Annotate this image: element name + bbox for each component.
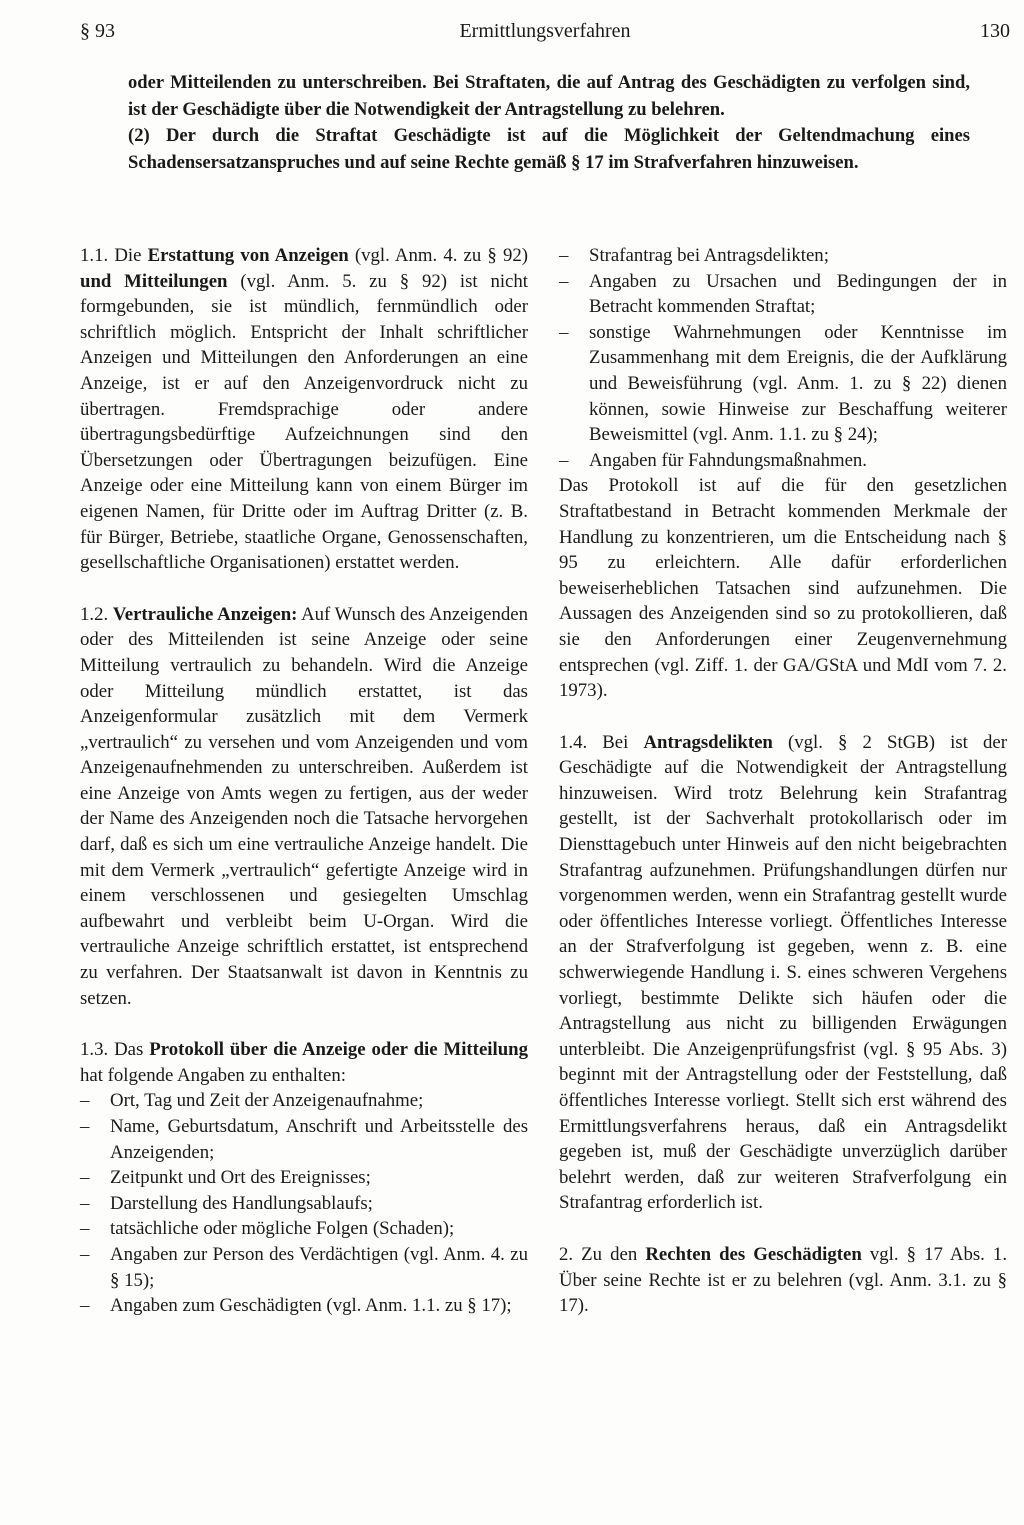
left-column <box>80 243 528 1319</box>
statute-text <box>128 70 970 176</box>
page-number: 130 <box>980 20 1010 42</box>
page-header <box>80 14 1010 48</box>
protocol-paragraph: Das Protokoll ist auf die für den gesetzlichen Straftatbestand in Betracht kommenden Merkmale der Handlung zu konzentrieren, um die Entscheidung nach § 95 zu erleichtern. Alle dafür erforderlichen beweiserheblichen Tatsachen sind aufzunehmen. Die Aussagen des Anzeigenden sind so zu protokollieren, daß sie den Anforderungen einer Zeugenvernehmung entsprechen (vgl. Ziff. 1. der GA/GStA und MdI vom 7. 2. 1973). <box>559 475 1007 702</box>
section-reference: § 93 <box>80 20 115 42</box>
running-title: Ermittlungsverfahren <box>459 20 631 42</box>
protocol-requirements-list-continued <box>559 243 1007 473</box>
list-item: – Angaben für Fahndungsmaßnahmen. <box>559 449 868 471</box>
note-keyword: Rechten des Geschädigten <box>645 1243 862 1265</box>
note-number: 2. <box>559 1243 574 1265</box>
note-1-4: 1.4. Bei Antragsdelikten (vgl. § 2 StGB) ist der Geschädigte auf die Notwendigkeit der Antragstellung hinzuweisen. Wird trotz Belehrung kein Strafantrag gestellt, ist der Sachverhalt protokollarisch oder im Diensttagebuch unter Hinweis auf den nicht beigebrachten Strafantrag aufzunehmen. Prüfungshandlungen dürfen nur vorgenommen werden, wenn ein Strafantrag gestellt wurde oder öffentliches Interesse vorliegt. Öffentliches Interesse an der Strafverfolgung ist gegeben, wenn z. B. eine schwerwiegende Handlung i. S. eines schweren Vergehens vorliegt, bestimmte Delikte sich häufen oder die Antragstellung aus nicht zu billigenden Erwägungen unterbleibt. Die Anzeigenprüfungsfrist (vgl. § 95 Abs. 3) beginnt mit der Antragstellung oder der Feststellung, daß öffentliches Interesse vorliegt. Stellt sich erst während des Ermittlungsverfahrens heraus, daß ein Antragsdelikt gegeben ist, muß der Geschädigte unverzüglich darüber belehrt werden, daß zur weiteren Strafverfolgung ein Strafantrag erforderlich ist. <box>559 731 1007 1214</box>
statute-paragraph-2: (2) Der durch die Straftat Geschädigte ist auf die Möglichkeit der Geltendmachung eines Schadensersatzanspruches und auf seine Rechte gemäß § 17 im Strafverfahren hinzuweisen. <box>128 125 970 173</box>
note-number: 1.2. <box>80 603 109 625</box>
note-keyword: Protokoll über die Anzeige oder die Mitteilung <box>149 1039 528 1061</box>
statute-paragraph: oder Mitteilenden zu unterschreiben. Bei Straftaten, die auf Antrag des Geschädigten zu verfolgen sind, ist der Geschädigte über die Notwendigkeit der Antragstellung zu belehren. <box>128 72 970 120</box>
note-number: 1.1. <box>80 245 109 266</box>
list-item: – Name, Geburtsdatum, Anschrift und Arbeitsstelle des Anzeigenden; <box>80 1116 528 1163</box>
list-item: – Strafantrag bei Antragsdelikten; <box>559 245 829 266</box>
note-keyword: Vertrauliche Anzeigen: <box>112 603 298 625</box>
list-item: – Angaben zu Ursachen und Bedingungen der in Betracht kommenden Straftat; <box>559 270 1007 318</box>
list-item: – tatsächliche oder mögliche Folgen (Schaden); <box>80 1218 455 1240</box>
list-item: – Darstellung des Handlungsablaufs; <box>80 1192 373 1214</box>
list-item: – Angaben zum Geschädigten (vgl. Anm. 1.1. zu § 17); <box>80 1295 512 1317</box>
note-keyword: Antragsdelikten <box>643 731 773 753</box>
note-keyword: Erstattung von Anzeigen <box>147 245 349 266</box>
note-2: 2. Zu den Rechten des Geschädigten vgl. § 17 Abs. 1. Über seine Rechte ist er zu belehren (vgl. Anm. 3.1. zu § 17). <box>559 1243 1008 1317</box>
note-1-1: 1.1. Die Erstattung von Anzeigen (vgl. Anm. 4. zu § 92) und Mitteilungen (vgl. Anm. 5. zu § 92) ist nicht formgebunden, sie ist mündlich, fernmündlich oder schriftlich möglich. Entspricht der Inhalt schriftlicher Anzeigen und Mitteilungen den Anforderungen an eine Anzeige, ist er auf den Anzeigenvordruck nicht zu übertragen. Fremdsprachige oder andere übertragungsbedürftige Aufzeichnungen sind den Übersetzungen oder Übertragungen beizufügen. Eine Anzeige oder eine Mitteilung kann von einem Bürger im eigenen Namen, für Dritte oder im Auftrag Dritter (z. B. für Bürger, Betriebe, staatliche Organe, Genossenschaften, gesellschaftliche Organisationen) erstattet werden. <box>80 245 528 574</box>
note-keyword: und Mitteilungen <box>80 270 228 292</box>
note-1-2: 1.2. Vertrauliche Anzeigen: Auf Wunsch des Anzeigenden oder des Mitteilenden ist seine Anzeige oder seine Mitteilung vertraulich zu behandeln. Wird die Anzeige oder Mitteilung mündlich erstattet, ist das Anzeigenformular zusätzlich mit dem Vermerk „vertraulich“ zu versehen und vom Anzeigenden und vom Anzeigenaufnehmenden zu unterschreiben. Außerdem ist eine Anzeige von Amts wegen zu fertigen, aus der weder der Name des Anzeigenden noch die Tatsache hervorgehen darf, daß es sich um eine vertrauliche Anzeige handelt. Die mit dem Vermerk „vertraulich“ gefertigte Anzeige wird in einem verschlossenen und gesiegelten Umschlag aufbewahrt und verbleibt beim U-Organ. Wird die vertrauliche Anzeige schriftlich erstattet, ist entsprechend zu verfahren. Der Staatsanwalt ist davon in Kenntnis zu setzen. <box>80 603 528 1009</box>
note-1-3: 1.3. Das Protokoll über die Anzeige oder die Mitteilung hat folgende Angaben zu enthalten: <box>80 1039 528 1086</box>
protocol-requirements-list <box>80 1088 528 1318</box>
note-number: 1.4. <box>559 731 588 753</box>
list-item: – sonstige Wahrnehmungen oder Kenntnisse im Zusammenhang mit dem Ereignis, die der Aufklärung und Beweisführung (vgl. Anm. 1. zu § 22) dienen können, sowie Hinweise zur Beschaffung weiterer Beweismittel (vgl. Anm. 1.1. zu § 24); <box>559 321 1007 446</box>
list-item: – Angaben zur Person des Verdächtigen (vgl. Anm. 4. zu § 15); <box>80 1243 528 1291</box>
note-number: 1.3. <box>80 1039 109 1061</box>
list-item: – Zeitpunkt und Ort des Ereignisses; <box>80 1167 371 1189</box>
right-column <box>559 243 1007 1319</box>
list-item: – Ort, Tag und Zeit der Anzeigenaufnahme; <box>80 1090 424 1112</box>
